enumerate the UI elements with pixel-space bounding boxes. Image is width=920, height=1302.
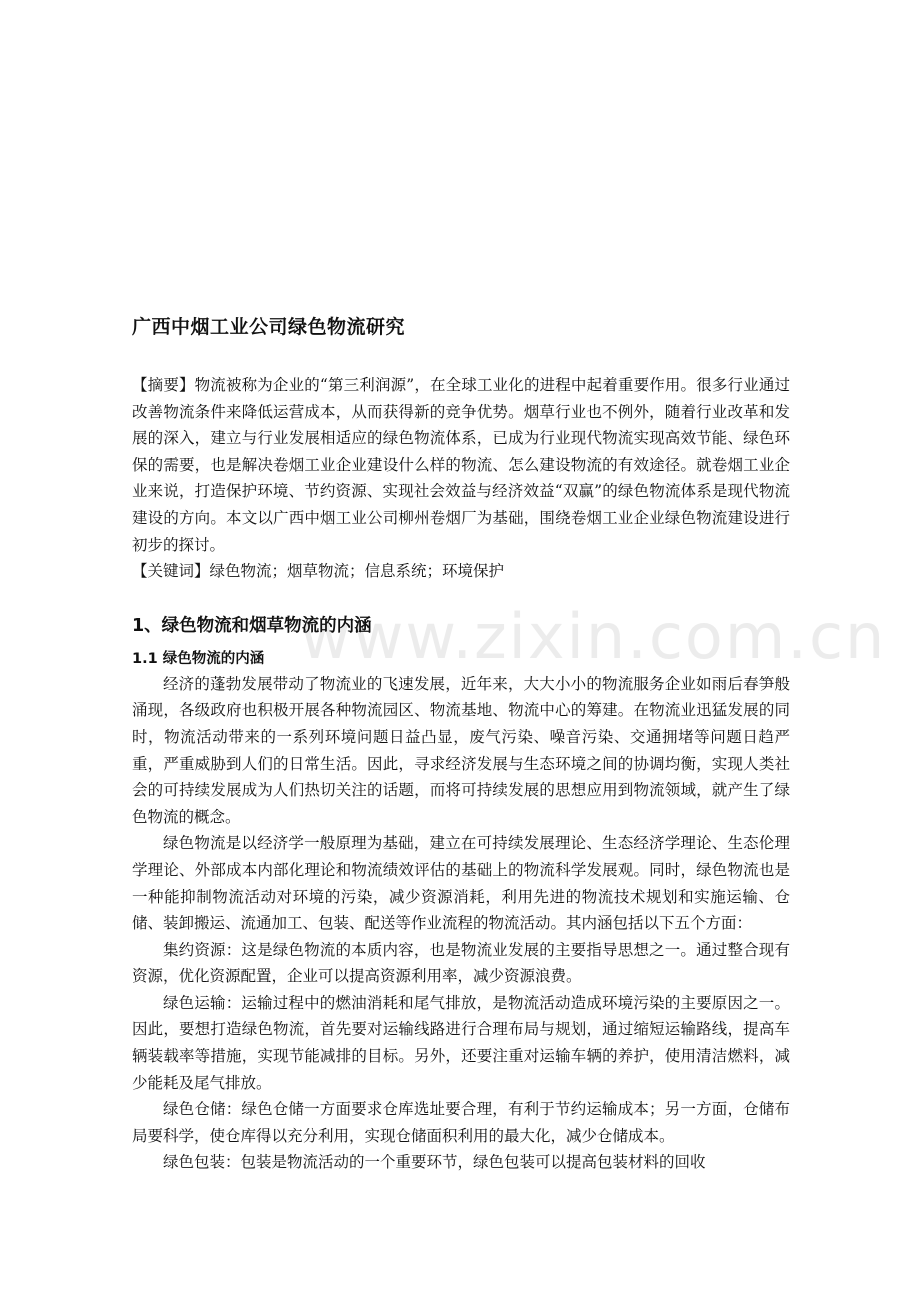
abstract-paragraph: 【摘要】物流被称为企业的“第三利润源”，在全球工业化的进程中起着重要作用。很多行业通过改善物流条件来降低运营成本，从而获得新的竞争优势。烟草行业也不例外，随着行业改革和发展的深入，建立与行业发展相适应的绿色物流体系，已成为行业现代物流实现高效节能、绿色环保的需要，也是解决卷烟工业企业建设什么样的物流、怎么建设物流的有效途径。就卷烟工业企业来说，打造保护环境、节约资源、实现社会效益与经济效益“双赢”的绿色物流体系是现代物流建设的方向。本文以广西中烟工业公司柳州卷烟厂为基础，围绕卷烟工业企业绿色物流建设进行初步的探讨。 (132, 376, 790, 554)
body-paragraph-5: 绿色仓储：绿色仓储一方面要求仓库选址要合理，有利于节约运输成本；另一方面，仓储布局要科学，使仓库得以充分利用，实现仓储面积利用的最大化，减少仓储成本。 (132, 1100, 790, 1145)
body-paragraph-3: 集约资源：这是绿色物流的本质内容，也是物流业发展的主要指导思想之一。通过整合现有资源，优化资源配置，企业可以提高资源利用率，减少资源浪费。 (132, 940, 790, 986)
section-1-1-heading: 1.1 绿色物流的内涵 (132, 650, 265, 667)
body-paragraph-6: 绿色包装：包装是物流活动的一个重要环节，绿色包装可以提高包装材料的回收 (163, 1153, 706, 1172)
body-paragraph-2: 绿色物流是以经济学一般原理为基础，建立在可持续发展理论、生态经济学理论、生态伦理学理论、外部成本内部化理论和物流绩效评估的基础上的物流科学发展观。同时，绿色物流也是一种能抑制物流活动对环境的污染，减少资源消耗，利用先进的物流技术规划和实施运输、仓储、装卸搬运、流通加工、包装、配送等作业流程的物流活动。其内涵包括以下五个方面： (132, 834, 790, 933)
body-paragraph-1: 经济的蓬勃发展带动了物流业的飞速发展，近年来，大大小小的物流服务企业如雨后春笋般涌现，各级政府也积极开展各种物流园区、物流基地、物流中心的筹建。在物流业迅猛发展的同时，物流活动带来的一系列环境问题日益凸显，废气污染、噪音污染、交通拥堵等问题日趋严重，严重威胁到人们的日常生活。因此，寻求经济发展与生态环境之间的协调均衡，实现人类社会的可持续发展成为人们热切关注的话题，而将可持续发展的思想应用到物流领域，就产生了绿色物流的概念。 (132, 674, 790, 826)
document-content (132, 312, 790, 1176)
body-paragraph-4: 绿色运输：运输过程中的燃油消耗和尾气排放，是物流活动造成环境污染的主要原因之一。因此，要想打造绿色物流，首先要对运输线路进行合理布局与规划，通过缩短运输路线，提高车辆装载率等措施，实现节能减排的目标。另外，还要注重对运输车辆的养护，使用清洁燃料，减少能耗及尾气排放。 (132, 993, 790, 1092)
document-title: 广西中烟工业公司绿色物流研究 (132, 316, 406, 338)
keywords-line: 【关键词】绿色物流；烟草物流；信息系统；环境保护 (132, 562, 505, 581)
watermark: www.zixin.com.cn (300, 600, 887, 673)
section-1-heading: 1、绿色物流和烟草物流的内涵 (132, 615, 372, 636)
